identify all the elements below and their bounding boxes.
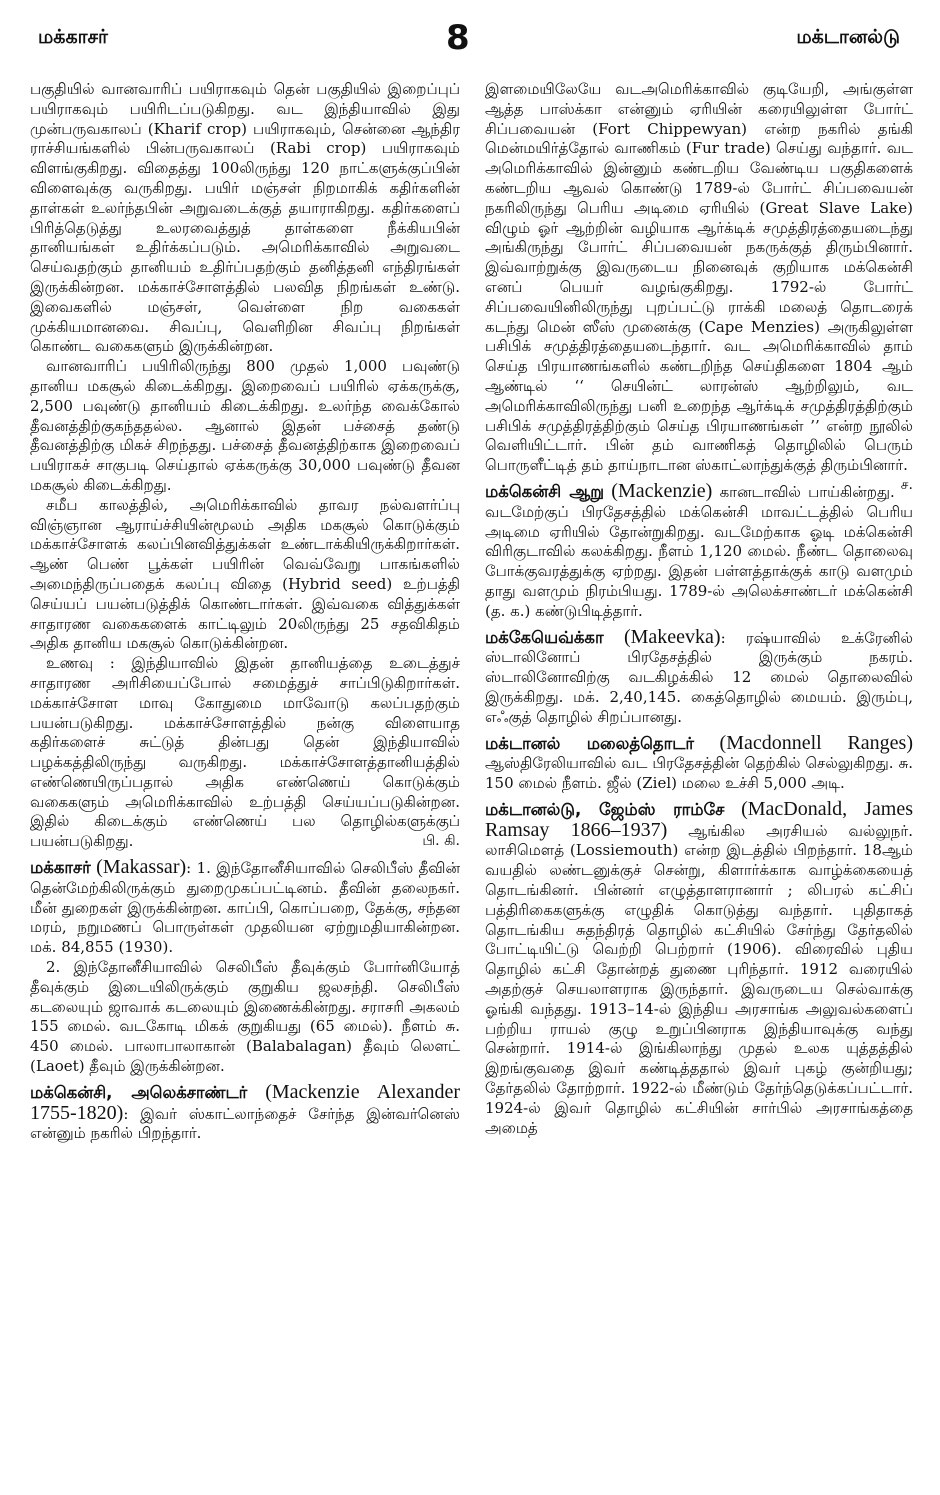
entry-heading: மக்டானல்டு, ஜேம்ஸ் ராம்சே	[485, 799, 725, 819]
entry-heading: மக்டானல் மலைத்தொடர்	[485, 733, 695, 753]
entry-heading: மக்கென்சி ஆறு	[485, 481, 605, 501]
entry-makassar	[30, 858, 460, 958]
entry-text: ஆங்கில அரசியல் வல்லுநர். லாசிமௌத் (Lossiemouth) என்ற இடத்தில் பிறந்தார். 18ஆம் வயதில் லண்டனுக்குச் சென்று, கிளார்க்காக வாழ்க்கையைத் தொடங்கினர். பின்னர் எழுத்தாளரானார் ; லிபரல் கட்சிப் பத்திரிகைகளுக்கு எழுதிக் கொடுத்து வந்தார். புதிதாகத் தொடங்கிய சுதந்திரத் தொழில் கட்சியில் சேர்ந்து தேர்தலில் போட்டியிட்டு வெற்றி பெற்றார் (1906). விரைவில் புதிய தொழில் கட்சி தோன்றத் துணை புரிந்தார். 1912 வரையில் அதற்குச் செயலாளராக இருந்தார். இவருடைய செல்வாக்கு ஓங்கி வந்தது. 1913–14-ல் இந்திய அரசாங்க அலுவல்களைப் பற்றிய ராயல் குழு உறுப்பினராக இந்தியாவுக்கு வந்து சென்றார். 1914-ல் இங்கிலாந்து முதல் உலக யுத்தத்தில் இறங்குவதை இவர் கண்டித்ததால் இவர் புகழ் குன்றியது; தேர்தலில் தோற்றார். 1922-ல் மீண்டும் தேர்ந்தெடுக்கப்பட்டார். 1924-ல் இவர் தொழில் கட்சியின் சார்பில் அரசாங்கத்தை அமைத்	[485, 821, 914, 1137]
entry-macdonald-james-ramsay	[485, 797, 914, 1139]
entry-text: : ரஷ்யாவில் உக்ரேனில் ஸ்டாலினோப் பிரதேசத்தில் இருக்கும் நகரம். ஸ்டாலினோவிற்கு வடகிழக்கில் 12 மைல் தொலைவில் இருக்கிறது. மக். 2,40,145. கைத்தொழில் மையம். இரும்பு, எஃகுத் தொழில் சிறப்பானது.	[485, 628, 913, 726]
maize-paragraph-1: பகுதியில் வானவாரிப் பயிராகவும் தென் பகுதியில் இறைப்புப் பயிராகவும் பயிரிடப்படுகிறது. வட இந்தியாவில் இது முன்பருவகாலப் (Kharif crop) பயிராகவும், சென்னை ஆந்திர ராச்சியங்களில் பின்பருவகாலப் (Rabi crop) பயிராகவும் விளங்குகிறது. விதைத்து 100லிருந்து 120 நாட்களுக்குப்பின் விளைவுக்கு வருகிறது. பயிர் மஞ்சள் நிறமாகிக் கதிர்களின் தாள்கள் உலர்ந்தபின் அறுவடைக்குத் தயாராகிறது. கதிர்களைப் பிரித்தெடுத்து உலரவைத்துத் தாள்களை நீக்கியபின் தானியங்கள் உதிர்க்கப்படும். அமெரிக்காவில் அறுவடை செய்வதற்கும் தானியம் உதிர்ப்பதற்கும் தனித்தனி எந்திரங்கள் இருக்கின்றன. மக்காச்சோளத்தில் பலவித நிறங்கள் உண்டு. இவைகளில் மஞ்சள், வெள்ளை நிற வகைகள் முக்கியமானவை. சிவப்பு, வெளிறின சிவப்பு நிறங்கள் கொண்ட வகைகளும் இருக்கின்றன.	[30, 80, 460, 356]
maize-paragraph-3: சமீப காலத்தில், அமெரிக்காவில் தாவர நல்வளர்ப்பு விஞ்ஞான ஆராய்ச்சியின்மூலம் அதிக மகசூல் கொடுக்கும் மக்காச்சோளக் கலப்பினவித்துக்கள் உண்டாக்கியிருக்கிறார்கள். ஆண் பெண் பூக்கள் பயிரின் வெவ்வேறு பாகங்களில் அமைந்திருப்பதைக் கலப்பு விதை (Hybrid seed) உற்பத்தி செய்யப் பயன்படுத்திக் கொண்டார்கள். இவ்வகை வித்துக்கள் சாதாரண வகைகளைக் காட்டிலும் 20லிருந்து 25 சதவிகிதம் அதிக தானிய மகசூல் கொடுக்கின்றன.	[30, 495, 460, 653]
entry-heading-english: (Makassar)	[96, 856, 187, 879]
left-column	[30, 80, 460, 1144]
running-header-right: மக்டானல்டு	[796, 26, 900, 48]
entry-heading: மக்கேயெவ்க்கா	[485, 627, 604, 647]
entry-heading-english: (Mackenzie Alexander 1755-1820)	[30, 1080, 460, 1124]
entry-mackenzie-alexander	[30, 1080, 460, 1144]
entry-text: : இவர் ஸ்காட்லாந்தைச் சேர்ந்த இன்வர்னெஸ் என்னும் நகரில் பிறந்தார்.	[30, 1104, 460, 1143]
maize-paragraph-4-text: உணவு : இந்தியாவில் இதன் தானியத்தை உடைத்துச் சாதாரண அரிசியைப்போல் சமைத்துச் சாப்பிடுகிறார்கள். மக்காச்சோள மாவு கோதுமை மாவோடு கலப்பதற்கும் பயன்படுகிறது. மக்காச்சோளத்தில் நன்கு விளையாத கதிர்களைச் சுட்டுத் தின்பது தென் இந்தியாவில் பழக்கத்திலிருந்து வருகிறது. மக்காச்சோளத்தானியத்தில் எண்ணெயிருப்பதால் அதிக எண்ணெய் கொடுக்கும் வகைகளும் அமெரிக்காவில் உற்பத்தி செய்யப்படுகின்றன. இதில் கிடைக்கும் எண்ணெய் பல தொழில்களுக்குப் பயன்படுகிறது.	[30, 654, 460, 851]
maize-paragraph-4	[30, 654, 460, 852]
entry-heading-english: (MacDonald, James Ramsay 1866–1937)	[485, 797, 913, 841]
entry-heading-english: (Mackenzie)	[611, 479, 713, 502]
entry-text: ஆஸ்திரேலியாவில் வட பிரதேசத்தின் தெற்கில் செல்லுகிறது. சு. 150 மைல் நீளம். ஜீல் (Ziel) மலை உச்சி 5,000 அடி.	[485, 754, 913, 793]
entry-text: இளமையிலேயே வடஅமெரிக்காவில் குடியேறி, அங்குள்ள ஆத்த பாஸ்க்கா என்னும் ஏரியின் கரையிலுள்ள போர்ட் சிப்பவையன் (Fort Chippewyan) என்ற நகரில் தங்கி மென்மயிர்த்தோல் வாணிகம் (Fur trade) செய்து வந்தார். வட அமெரிக்காவில் இன்னும் கண்டறிய வேண்டிய பகுதிகளைக் கண்டறிய ஆவல் கொண்டு 1789-ல் போர்ட் சிப்பவையன் நகரிலிருந்து பெரிய அடிமை ஏரியில் (Great Slave Lake) விழும் ஓர் ஆற்றின் வழியாக ஆர்க்டிக் சமுத்திரத்தையடைந்து அங்கிருந்து போர்ட் சிப்பவையன் நகருக்குத் திரும்பினார். இவ்வாற்றுக்கு இவருடைய நினைவுக் குறியாக மக்கென்சி எனப் பெயர் வழங்குகிறது. 1792-ல் போர்ட் சிப்பவையினிலிருந்து புறப்பட்டு ராக்கி மலைத் தொடரைக் கடந்து மென் ஸீஸ் முனைக்கு (Cape Menzies) அருகிலுள்ள பசிபிக் சமுத்திரத்தையடைந்தார். வட அமெரிக்காவில் தாம் செய்த பிரயாணங்களில் கண்டறிந்த செய்திகளை 1804 ஆம் ஆண்டில் ‘‘ செயின்ட் லாரன்ஸ் ஆற்றிலும், வட அமெரிக்காவிலிருந்து பனி உறைந்த ஆர்க்டிக் சமுத்திரத்திற்கும் பசிபிக் சமுத்திரத்திற்கும் செய்த பிரயாணங்கள் ’’ என்ற நூலில் வெளியிட்டார். பின் தம் வாணிகத் தொழிலில் பெரும் பொருளீட்டித் தம் தாய்நாடான ஸ்காட்லாந்துக்குத் திரும்பினார்.	[485, 80, 913, 475]
author-initials: பி. கி.	[422, 833, 460, 850]
entry-heading: மக்கென்சி, அலெக்சாண்டர்	[30, 1082, 248, 1102]
running-header-left: மக்காசர்	[38, 26, 108, 48]
entry-mackenzie-river	[485, 479, 913, 622]
right-column	[485, 80, 913, 1138]
entry-macdonnell-ranges	[485, 731, 913, 794]
entry-heading: மக்காசர்	[30, 858, 91, 878]
entry-makeevka	[485, 625, 913, 728]
entry-heading-english: (Macdonnell Ranges)	[719, 731, 913, 754]
entry-text: : 1. இந்தோனீசியாவில் செலிபீஸ் தீவின் தென்மேற்கிலிருக்கும் துறைமுகப்பட்டினம். தீவின் தலைநகர். மீன் துறைகள் இருக்கின்றன. காப்பி, கொப்பறை, தேக்கு, சந்தன மரம், நறுமணப் பொருள்கள் முதலியன ஏற்றுமதியாகின்றன. மக். 84,855 (1930).	[30, 859, 460, 957]
page-number: 8	[446, 18, 470, 58]
entry-heading-english: (Makeevka)	[623, 625, 721, 648]
entry-text: கானடாவில் பாய்கின்றது. வடமேற்குப் பிரதேசத்தில் மக்கென்சி மாவட்டத்தில் பெரிய அடிமை ஏரியில் தோன்றுகிறது. வடமேற்காக ஓடி மக்கென்சி விரிகுடாவில் கலக்கிறது. நீளம் 1,120 மைல். நீண்ட தொலைவு போக்குவரத்துக்கு ஏற்றது. இதன் பள்ளத்தாக்குக் காடு வளமும் தாது வளமும் நிரம்பியது. 1789-ல் அலெக்சாண்டர் மக்கென்சி (த. க.) கண்டுபிடித்தார்.	[485, 482, 913, 620]
author-initials: ச.	[900, 476, 913, 493]
maize-paragraph-2: வானவாரிப் பயிரிலிருந்து 800 முதல் 1,000 பவுண்டு தானிய மகசூல் கிடைக்கிறது. இறைவைப் பயிரில் ஏக்கருக்கு, 2,500 பவுண்டு தானியம் கிடைக்கிறது. உலர்ந்த வைக்கோல் தீவனத்திற்குகந்ததல்ல. ஆனால் இதன் பச்சைத் தண்டு தீவனத்திற்கு மிகச் சிறந்தது. பச்சைத் தீவனத்திற்காக இறைவைப் பயிராகச் சாகுபடி செய்தால் ஏக்கருக்கு 30,000 பவுண்டு தீவன மகசூல் கிடைக்கிறது.	[30, 357, 460, 494]
makassar-strait-paragraph: 2. இந்தோனீசியாவில் செலிபீஸ் தீவுக்கும் போர்னியோத் தீவுக்கும் இடையிலிருக்கும் குறுகிய ஜலசந்தி. செலிபீஸ் கடலையும் ஜாவாக் கடலையும் இணைக்கின்றது. சராசரி அகலம் 155 மைல். வடகோடி மிகக் குறுகியது (65 மைல்). நீளம் சு. 450 மைல். பாலாபாலாகான் (Balabalagan) தீவும் லௌட் (Laoet) தீவும் இருக்கின்றன.	[30, 958, 460, 1076]
